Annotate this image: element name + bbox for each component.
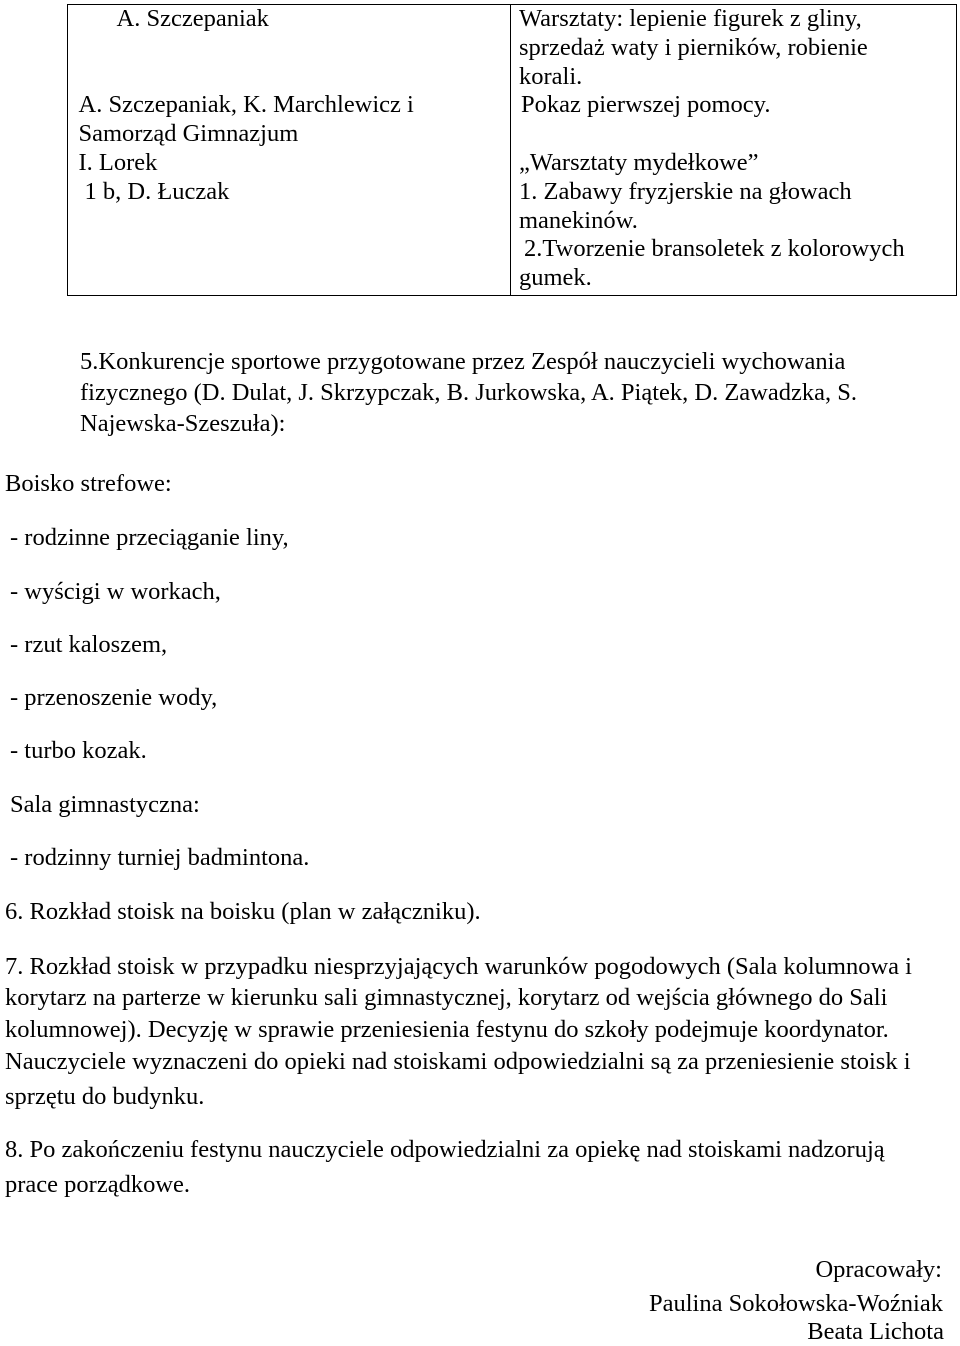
organizer-line: 1 b, D. Łuczak	[84, 177, 230, 205]
activity-line: manekinów.	[519, 206, 638, 234]
section-7-line: korytarz na parterze w kierunku sali gimnastycznej, korytarz od wejścia głównego do Sali	[5, 984, 888, 1011]
activity-cell	[510, 91, 957, 149]
organizer-cell	[68, 5, 510, 91]
activity-line: Warsztaty: lepienie figurek z gliny,	[519, 5, 862, 32]
section-7-line: kolumnowej). Decyzję w sprawie przeniesienia festynu do szkoły podejmuje koordynator.	[5, 1016, 889, 1043]
field-activity-item: - turbo kozak.	[10, 737, 147, 764]
activity-line: Pokaz pierwszej pomocy.	[521, 91, 771, 119]
activity-cell	[510, 5, 957, 91]
field-zone-label: Boisko strefowe:	[5, 470, 172, 497]
section-5-intro-line: Najewska-Szeszuła):	[80, 410, 286, 437]
section-6-text: 6. Rozkład stoisk na boisku (plan w załączniku).	[5, 898, 481, 925]
activity-line: gumek.	[519, 264, 592, 292]
section-7-line: 7. Rozkład stoisk w przypadku niesprzyjających warunków pogodowych (Sala kolumnowa i	[5, 953, 912, 980]
table-row	[68, 178, 956, 295]
section-7-line: sprzętu do budynku.	[5, 1083, 205, 1110]
field-activity-item: - wyścigi w workach,	[10, 578, 221, 605]
activity-cell	[510, 149, 957, 178]
table-row	[68, 149, 956, 178]
gym-label: Sala gimnastyczna:	[10, 791, 200, 818]
schedule-table	[67, 4, 957, 296]
activity-line: korali.	[519, 62, 583, 90]
signature-label: Opracowały:	[815, 1256, 942, 1283]
organizer-line: A. Szczepaniak, K. Marchlewicz i	[78, 91, 414, 119]
gym-activity-item: - rodzinny turniej badmintona.	[10, 844, 310, 871]
author-name: Beata Lichota	[807, 1318, 944, 1345]
organizer-line: I. Lorek	[78, 148, 158, 176]
activity-cell	[510, 178, 957, 295]
organizer-cell	[68, 178, 510, 295]
organizer-cell	[68, 91, 510, 149]
activity-line: „Warsztaty mydełkowe”	[519, 148, 759, 176]
author-name: Paulina Sokołowska-Woźniak	[648, 1290, 943, 1317]
section-8-line: prace porządkowe.	[5, 1171, 191, 1198]
organizer-cell	[68, 149, 510, 178]
table-row	[68, 91, 956, 149]
activity-line: 1. Zabawy fryzjerskie na głowach	[519, 177, 852, 205]
section-5-intro-line: 5.Konkurencje sportowe przygotowane przez Zespół nauczycieli wychowania	[80, 348, 846, 375]
activity-line: sprzedaż waty i pierników, robienie	[519, 33, 868, 61]
section-8-line: 8. Po zakończeniu festynu nauczyciele odpowiedzialni za opiekę nad stoiskami nadzorują	[5, 1136, 885, 1163]
organizer-line: A. Szczepaniak	[116, 5, 269, 32]
field-activity-item: - przenoszenie wody,	[10, 684, 218, 711]
field-activity-item: - rodzinne przeciąganie liny,	[10, 524, 289, 551]
activity-line: 2.Tworzenie bransoletek z kolorowych	[524, 235, 905, 263]
organizer-line: Samorząd Gimnazjum	[78, 120, 299, 148]
section-7-line: Nauczyciele wyznaczeni do opieki nad stoiskami odpowiedzialni są za przeniesienie stoisk i	[5, 1048, 911, 1075]
table-row	[68, 5, 956, 91]
field-activity-item: - rzut kaloszem,	[10, 631, 168, 658]
section-5-intro-line: fizycznego (D. Dulat, J. Skrzypczak, B. Jurkowska, A. Piątek, D. Zawadzka, S.	[80, 379, 858, 406]
